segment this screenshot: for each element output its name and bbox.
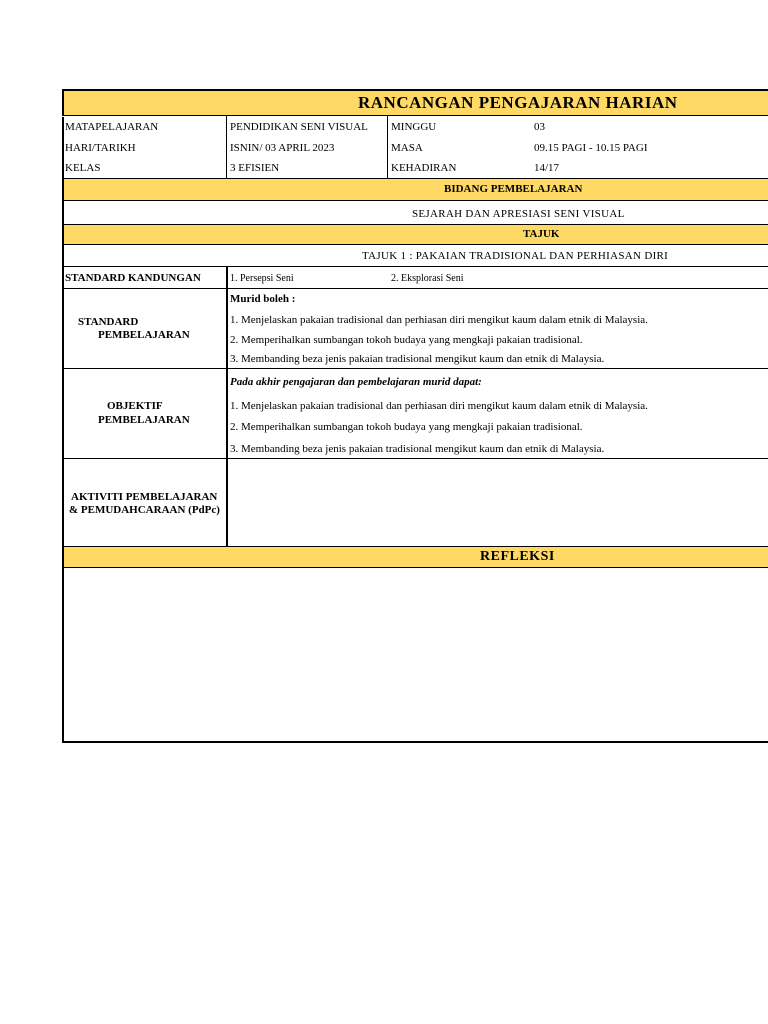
label-kehadiran: KEHADIRAN bbox=[391, 162, 457, 174]
page-title: RANCANGAN PENGAJARAN HARIAN bbox=[358, 93, 678, 112]
objektif-label-1: OBJEKTIF bbox=[107, 400, 163, 412]
standard-pembelajaran-item-1: 1. Menjelaskan pakaian tradisional dan perhiasan diri mengikut kaum dalam etnik di Malaysia. bbox=[230, 314, 648, 326]
standard-kandungan-item-1: 1. Persepsi Seni bbox=[230, 273, 294, 284]
objektif-item-2: 2. Memperihalkan sumbangan tokoh budaya yang mengkaji pakaian tradisional. bbox=[230, 421, 583, 433]
label-minggu: MINGGU bbox=[391, 121, 437, 133]
info-row-1 bbox=[62, 117, 768, 138]
refleksi-header-row bbox=[62, 547, 768, 568]
label-hari-tarikh: HARI/TARIKH bbox=[65, 142, 136, 154]
title-row bbox=[62, 89, 768, 116]
bidang-value-row bbox=[62, 201, 768, 224]
label-matapelajaran: MATAPELAJARAN bbox=[65, 121, 159, 133]
label-kelas: KELAS bbox=[65, 162, 101, 174]
standard-pembelajaran-item-3: 3. Membanding beza jenis pakaian tradisional mengikut kaum dan etnik di Malaysia. bbox=[230, 353, 605, 365]
refleksi-header: REFLEKSI bbox=[480, 549, 555, 564]
objektif-row bbox=[62, 369, 768, 459]
standard-pembelajaran-intro: Murid boleh : bbox=[230, 293, 296, 305]
value-hari-tarikh: ISNIN/ 03 APRIL 2023 bbox=[230, 142, 335, 154]
objektif-intro: Pada akhir pengajaran dan pembelajaran murid dapat: bbox=[230, 376, 482, 388]
standard-pembelajaran-label-2: PEMBELAJARAN bbox=[98, 329, 190, 341]
bidang-header: BIDANG PEMBELAJARAN bbox=[444, 183, 583, 195]
info-divider-2 bbox=[387, 116, 388, 178]
bidang-value: SEJARAH DAN APRESIASI SENI VISUAL bbox=[412, 208, 625, 220]
aktiviti-label-2: & PEMUDAHCARAAN (PdPc) bbox=[69, 504, 220, 516]
value-minggu: 03 bbox=[534, 121, 545, 133]
standard-kandungan-item-2: 2. Eksplorasi Seni bbox=[391, 273, 464, 284]
info-divider-1 bbox=[226, 116, 227, 178]
tajuk-header: TAJUK bbox=[523, 228, 560, 240]
value-kehadiran: 14/17 bbox=[534, 162, 560, 174]
info-row-2 bbox=[62, 138, 768, 159]
aktiviti-label-1: AKTIVITI PEMBELAJARAN bbox=[71, 491, 218, 503]
label-masa: MASA bbox=[391, 142, 423, 154]
tajuk-value: TAJUK 1 : PAKAIAN TRADISIONAL DAN PERHIASAN DIRI bbox=[362, 250, 669, 262]
value-masa: 09.15 PAGI - 10.15 PAGI bbox=[534, 142, 648, 154]
standard-pembelajaran-label-1: STANDARD bbox=[78, 316, 139, 328]
value-matapelajaran: PENDIDIKAN SENI VISUAL bbox=[230, 121, 368, 133]
objektif-label-2: PEMBELAJARAN bbox=[98, 414, 190, 426]
value-kelas: 3 EFISIEN bbox=[230, 162, 280, 174]
aktiviti-row bbox=[62, 459, 768, 547]
content-divider bbox=[226, 267, 228, 547]
standard-kandungan-row bbox=[62, 267, 768, 289]
tajuk-value-row bbox=[62, 245, 768, 267]
bidang-header-row bbox=[62, 178, 768, 201]
standard-pembelajaran-row bbox=[62, 289, 768, 369]
standard-pembelajaran-item-2: 2. Memperihalkan sumbangan tokoh budaya yang mengkaji pakaian tradisional. bbox=[230, 334, 583, 346]
tajuk-header-row bbox=[62, 224, 768, 245]
objektif-item-1: 1. Menjelaskan pakaian tradisional dan perhiasan diri mengikut kaum dalam etnik di Malaysia. bbox=[230, 400, 648, 412]
info-row-3 bbox=[62, 159, 768, 178]
refleksi-body bbox=[62, 568, 768, 743]
objektif-item-3: 3. Membanding beza jenis pakaian tradisional mengikut kaum dan etnik di Malaysia. bbox=[230, 443, 605, 455]
standard-kandungan-label: STANDARD KANDUNGAN bbox=[65, 272, 201, 284]
